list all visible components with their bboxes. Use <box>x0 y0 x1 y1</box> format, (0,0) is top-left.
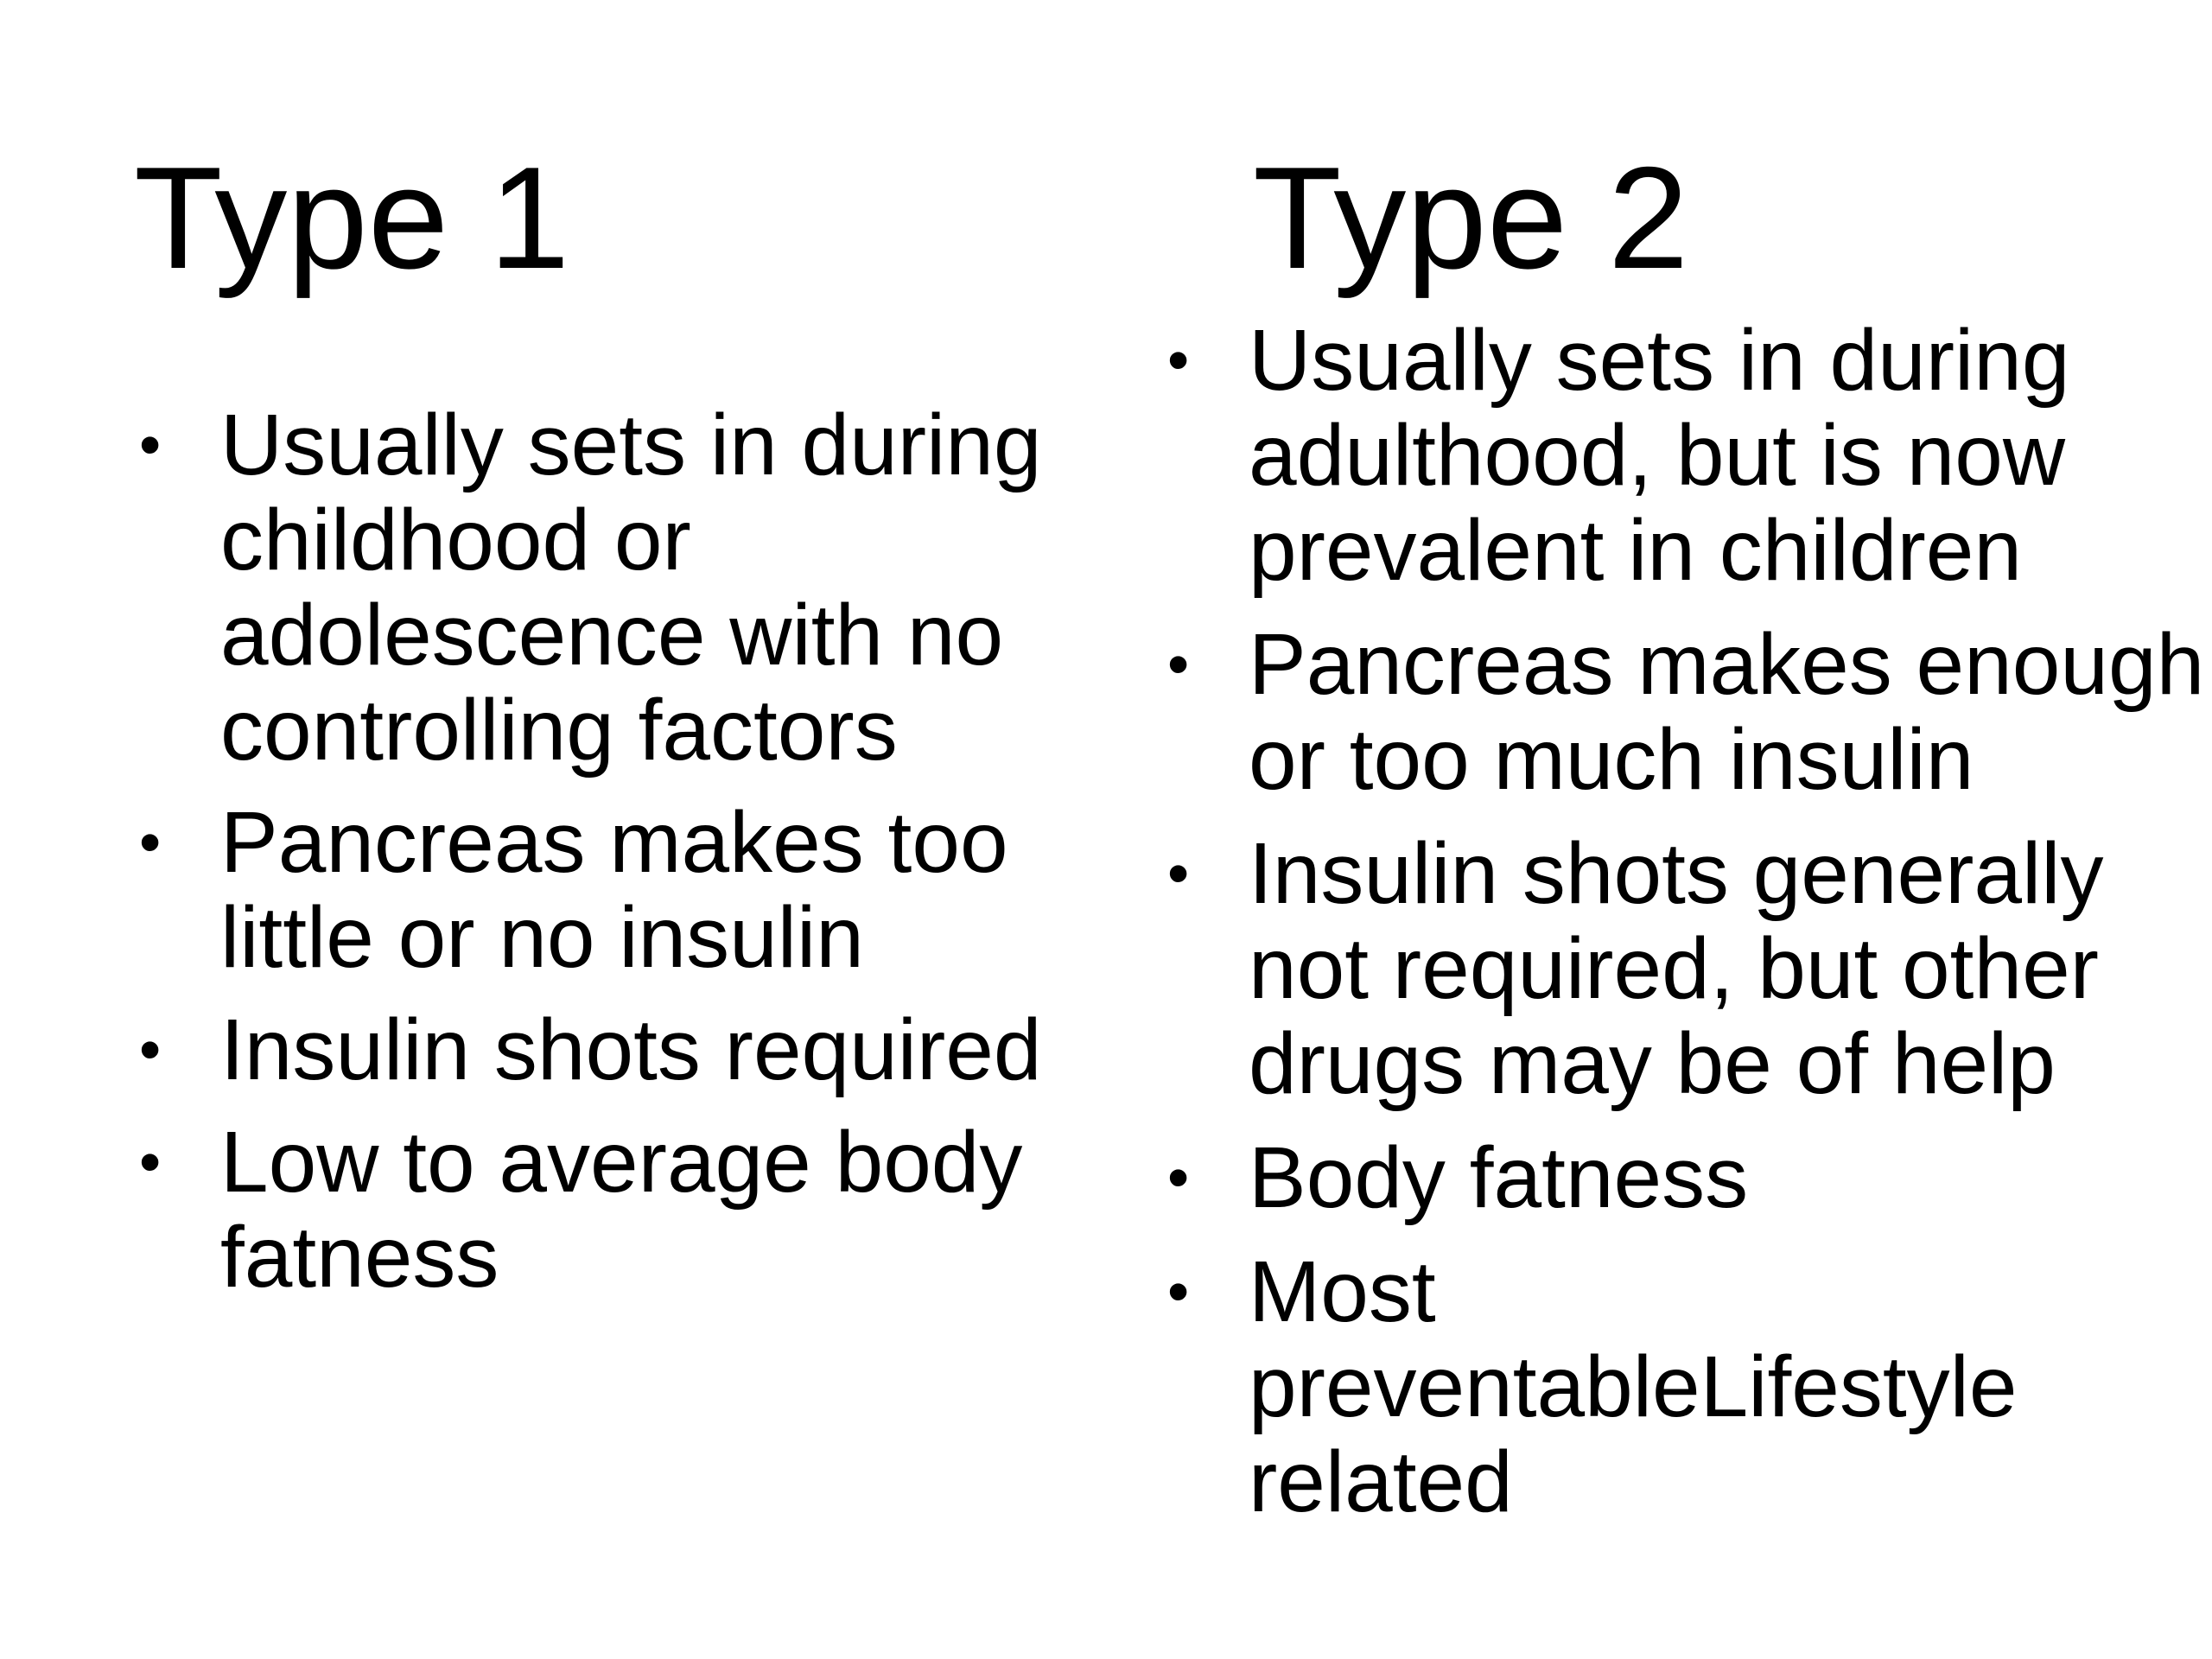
type-2-bullet-list <box>1162 313 2212 1548</box>
list-item-text: Usually sets in during adulthood, but is now prevalent in children <box>1249 312 2070 599</box>
bullet-icon: • <box>1167 1143 1190 1212</box>
bullet-icon: • <box>139 1128 162 1197</box>
bullet-icon: • <box>1167 1257 1190 1326</box>
list-item <box>1162 1130 2212 1225</box>
bullet-icon: • <box>1167 630 1190 699</box>
type-1-heading: Type 1 <box>134 137 570 299</box>
list-item <box>1162 1244 2212 1529</box>
bullet-icon: • <box>139 410 162 480</box>
type-1-bullet-list <box>134 397 1050 1322</box>
bullet-icon: • <box>1167 326 1190 395</box>
list-item <box>134 1115 1050 1305</box>
list-item <box>134 795 1050 985</box>
list-item-text: Body fatness <box>1249 1129 1749 1226</box>
list-item-text: Usually sets in during childhood or adolescence with no controlling factors <box>220 397 1042 779</box>
bullet-icon: • <box>139 808 162 877</box>
list-item-text: Pancreas makes too little or no insulin <box>220 794 1008 986</box>
bullet-icon: • <box>139 1015 162 1084</box>
list-item-text: Low to average body fatness <box>220 1114 1023 1306</box>
type-2-heading: Type 2 <box>1253 137 1689 299</box>
bullet-icon: • <box>1167 839 1190 908</box>
list-item <box>134 1002 1050 1097</box>
list-item <box>1162 617 2212 807</box>
list-item-text: Most preventableLifestyle related <box>1249 1243 2018 1530</box>
type-2-column <box>1097 0 2212 1659</box>
list-item <box>134 397 1050 778</box>
list-item-text: Insulin shots generally not required, but other drugs may be of help <box>1249 825 2104 1112</box>
list-item <box>1162 826 2212 1111</box>
list-item <box>1162 313 2212 598</box>
type-1-column <box>0 0 1097 1659</box>
list-item-text: Insulin shots required <box>220 1001 1042 1098</box>
list-item-text: Pancreas makes enough or too much insulin <box>1249 616 2205 808</box>
